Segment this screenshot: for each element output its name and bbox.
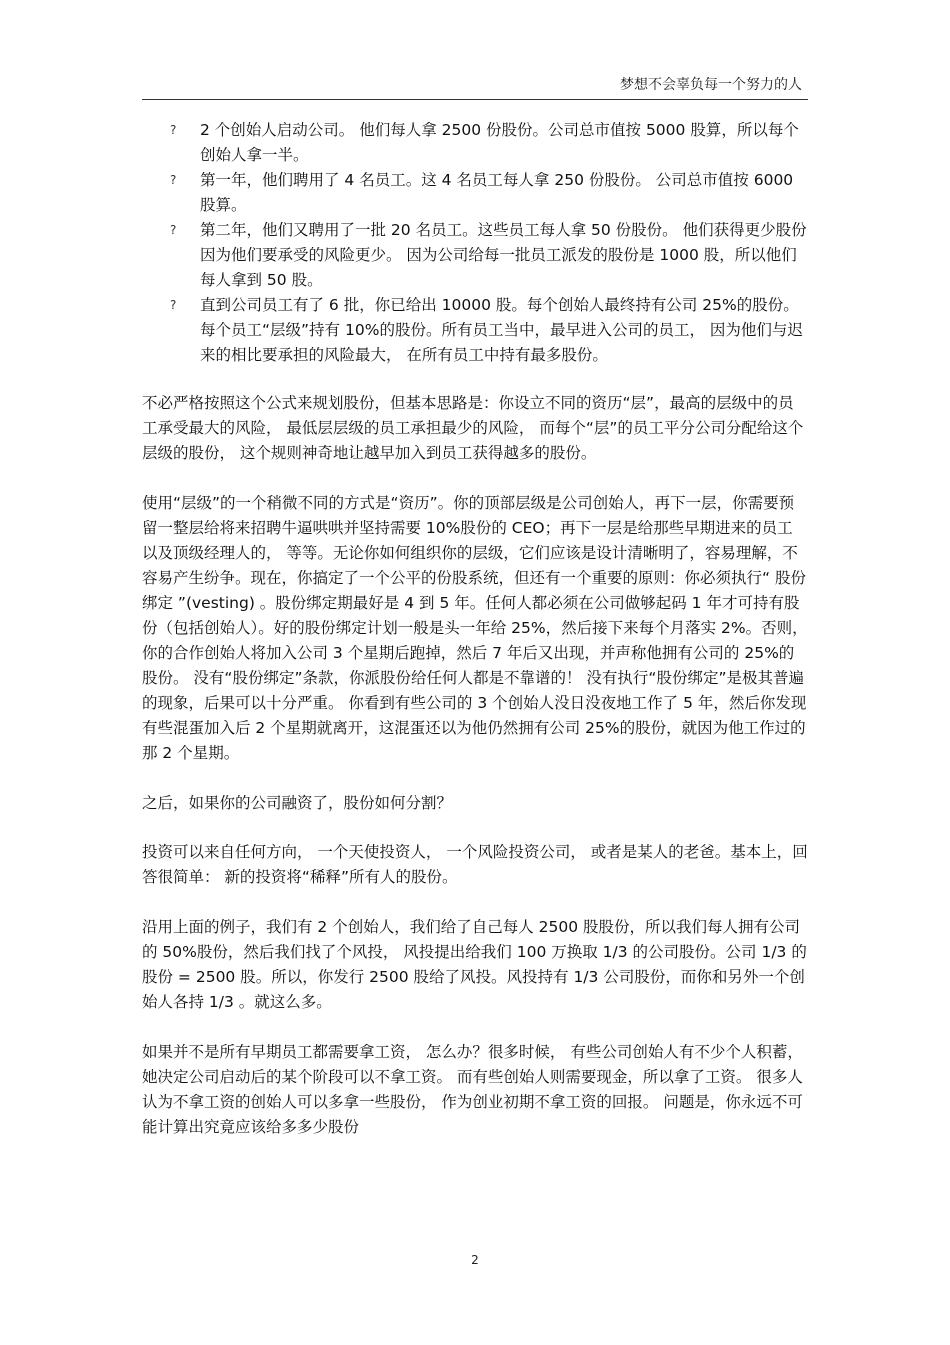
paragraph-question: 之后，如果你的公司融资了，股份如何分割？: [142, 794, 453, 812]
bullet-text: 直到公司员工有了 6 批，你已给出 10000 股。每个创始人最终持有公司 25%的股份。每个员工“层级”持有 10%的股份。所有员工当中，最早进入公司的员工， 因为他们与迟来的相比要承担的风险最大， 在所有员工中持有最多股份。: [200, 296, 803, 364]
list-item: [142, 218, 808, 293]
bullet-text: 2 个创始人启动公司。 他们每人拿 2500 份股份。公司总市值按 5000 股算，所以每个创始人拿一半。: [200, 121, 799, 164]
bullet-list: [142, 118, 808, 368]
bullet-icon: ?: [170, 223, 177, 237]
page-header: 梦想不会辜负每一个努力的人: [620, 77, 802, 93]
bullet-text: 第一年，他们聘用了 4 名员工。这 4 名员工每人拿 250 份股份。 公司总市值按 6000 股算。: [200, 171, 794, 214]
paragraph: 不必严格按照这个公式来规划股份，但基本思路是：你设立不同的资历“层”，最高的层级中的员工承受最大的风险， 最低层层级的员工承担最少的风险， 而每个“层”的员工平分公司分配给这个层级的股份， 这个规则神奇地让越早加入到员工获得越多的股份。: [142, 394, 804, 462]
bullet-icon: ?: [170, 173, 177, 187]
list-item: [142, 293, 808, 368]
paragraph: 沿用上面的例子，我们有 2 个创始人，我们给了自己每人 2500 股股份，所以我们每人拥有公司的 50%股份，然后我们找了个风投， 风投提出给我们 100 万换取 1/3 的公司股份。公司 1/3 的股份 = 2500 股。所以，你发行 2500 股给了风投。风投持有 1/3 公司股份，而你和另外一个创始人各持 1/3 。就这么多。: [142, 918, 807, 1011]
list-item: [142, 168, 808, 218]
bullet-icon: ?: [170, 298, 177, 312]
page-content: [142, 118, 808, 1140]
bullet-text: 第二年，他们又聘用了一批 20 名员工。这些员工每人拿 50 份股份。 他们获得更少股份因为他们要承受的风险更少。 因为公司给每一批员工派发的股份是 1000 股，所以他们每人拿到 50 股。: [200, 221, 807, 289]
header-divider: [142, 99, 808, 100]
paragraph: 投资可以来自任何方向， 一个天使投资人， 一个风险投资公司， 或者是某人的老爸。基本上，回答很简单： 新的投资将“稀释”所有人的股份。: [142, 843, 808, 886]
paragraph: 如果并不是所有早期员工都需要拿工资， 怎么办？很多时候， 有些公司创始人有不少个人积蓄， 她决定公司启动后的某个阶段可以不拿工资。 而有些创始人则需要现金，所以拿了工资。 很多人认为不拿工资的创始人可以多拿一些股份， 作为创业初期不拿工资的回报。 问题是，你永远不可能计算出究竟应该给多多少股份: [142, 1043, 803, 1136]
bullet-icon: ?: [170, 123, 177, 137]
paragraph: 使用“层级”的一个稍微不同的方式是“资历”。你的顶部层级是公司创始人，再下一层，你需要预留一整层给将来招聘牛逼哄哄并坚持需要 10%股份的 CEO；再下一层是给那些早期进来的员工以及顶级经理人的， 等等。无论你如何组织你的层级，它们应该是设计清晰明了，容易理解，不容易产生纷争。现在，你搞定了一个公平的份股系统，但还有一个重要的原则：你必须执行“ 股份绑定 ”(vesting) 。股份绑定期最好是 4 到 5 年。任何人都必须在公司做够起码 1 年才可持有股份（包括创始人）。好的股份绑定计划一般是头一年给 25%，然后接下来每个月落实 2%。否则，你的合作创始人将加入公司 3 个星期后跑掉，然后 7 年后又出现，并声称他拥有公司的 25%的股份。 没有“股份绑定”条款，你派股份给任何人都是不靠谱的！ 没有执行“股份绑定”是极其普遍的现象，后果可以十分严重。 你看到有些公司的 3 个创始人没日没夜地工作了 5 年，然后你发现有些混蛋加入后 2 个星期就离开，这混蛋还以为他仍然拥有公司 25%的股份，就因为他工作过的那 2 个星期。: [142, 494, 808, 762]
list-item: [142, 118, 808, 168]
page-number: 2: [471, 1253, 479, 1267]
